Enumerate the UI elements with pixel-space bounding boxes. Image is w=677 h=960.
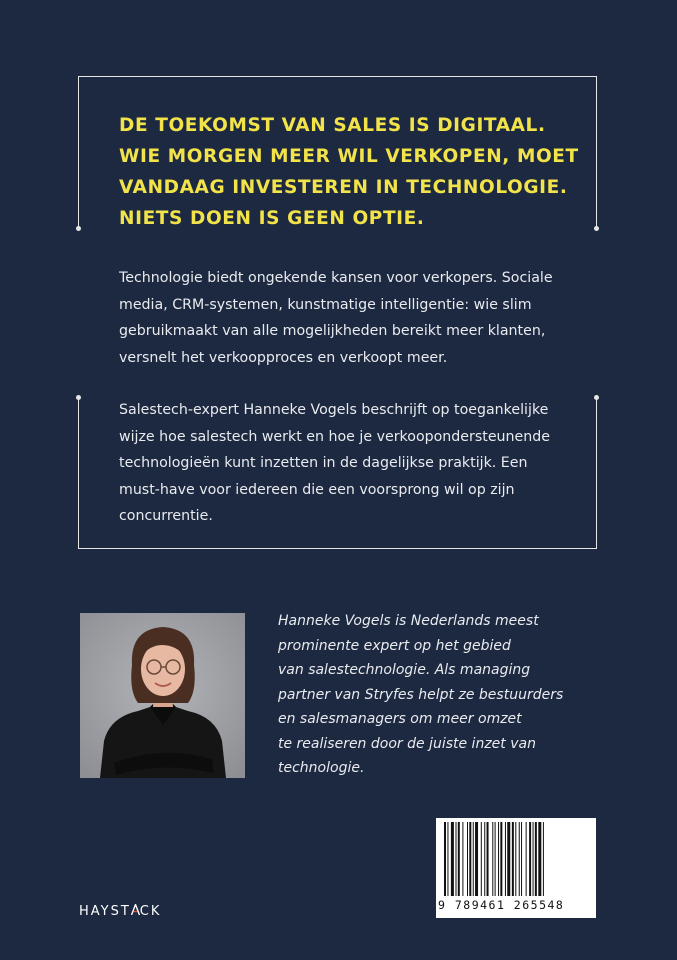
headline-line: VANDAAG INVESTEREN IN TECHNOLOGIE. xyxy=(119,177,568,198)
barcode-bar xyxy=(469,822,471,896)
bio-line: te realiseren door de juiste inzet van xyxy=(278,735,536,752)
barcode-bar xyxy=(535,822,537,896)
barcode-bar xyxy=(458,822,460,896)
intro-paragraph xyxy=(119,265,589,371)
barcode-bar xyxy=(447,822,448,896)
description-line: concurrentie. xyxy=(119,508,213,524)
barcode-bar xyxy=(533,822,534,896)
barcode-bar xyxy=(498,822,499,896)
bio-line: Hanneke Vogels is Nederlands meest xyxy=(278,613,539,629)
publisher-logo xyxy=(79,904,161,919)
barcode-bar xyxy=(481,822,482,896)
description-paragraph xyxy=(119,397,589,530)
barcode-bar xyxy=(456,822,457,896)
bio-line: prominente expert op het gebied xyxy=(278,637,511,654)
barcode-bar xyxy=(451,822,454,896)
headline-line: DE TOEKOMST VAN SALES IS DIGITAAL. xyxy=(119,115,546,136)
barcode-bar xyxy=(538,822,541,896)
barcode-bar xyxy=(519,822,520,896)
barcode-bar xyxy=(487,822,489,896)
frame-dot xyxy=(594,226,599,231)
frame-dot xyxy=(594,395,599,400)
headline-line: NIETS DOEN IS GEEN OPTIE. xyxy=(119,208,425,229)
intro-line: media, CRM-systemen, kunstmatige intelligentie: wie slim xyxy=(119,296,532,313)
barcode-bar xyxy=(473,822,474,896)
description-line: must-have voor iedereen die een voorsprong wil op zijn xyxy=(119,481,515,498)
description-line: technologieën kunt inzetten in de dagelijkse praktijk. Een xyxy=(119,455,528,471)
bio-line: en salesmanagers om meer omzet xyxy=(278,711,522,727)
isbn-number: 9 789461 265548 xyxy=(438,898,565,912)
intro-line: gebruikmaakt van alle mogelijkheden bereikt meer klanten, xyxy=(119,323,546,339)
barcode-bar xyxy=(505,822,506,896)
bio-line: van salestechnologie. Als managing xyxy=(278,662,531,678)
barcode-bar xyxy=(500,822,502,896)
barcode-bar xyxy=(467,822,468,896)
barcode-bar xyxy=(515,822,516,896)
barcode-bar xyxy=(512,822,514,896)
barcode-bar xyxy=(526,822,527,896)
headline-line: WIE MORGEN MEER WIL VERKOPEN, MOET xyxy=(119,146,579,167)
logo-text-start: HAYST xyxy=(79,904,131,919)
bio-line: partner van Stryfes helpt ze bestuurders xyxy=(278,686,564,703)
barcode-bar xyxy=(529,822,531,896)
logo-a-mark xyxy=(131,904,140,919)
barcode-bar xyxy=(521,822,522,896)
barcode-bar xyxy=(507,822,510,896)
barcode-bar xyxy=(444,822,446,896)
barcode-bar xyxy=(492,822,493,896)
bio-line: technologie. xyxy=(278,760,365,776)
description-line: Salestech-expert Hanneke Vogels beschrijft op toegankelijke xyxy=(119,402,549,418)
author-bio xyxy=(278,609,598,781)
author-photo xyxy=(80,613,245,778)
intro-line: Technologie biedt ongekende kansen voor verkopers. Sociale xyxy=(119,270,553,286)
barcode-bar xyxy=(475,822,478,896)
barcode-bar xyxy=(484,822,485,896)
description-line: wijze hoe salestech werkt en hoe je verkoopondersteunende xyxy=(119,428,550,445)
barcode-bar xyxy=(495,822,496,896)
frame-dot xyxy=(76,226,81,231)
barcode-bar xyxy=(462,822,463,896)
headline xyxy=(119,110,589,234)
frame-dot xyxy=(76,395,81,400)
logo-text-end: CK xyxy=(139,904,162,919)
barcode-bar xyxy=(543,822,544,896)
intro-line: versnelt het verkoopproces en verkoopt meer. xyxy=(119,349,448,366)
